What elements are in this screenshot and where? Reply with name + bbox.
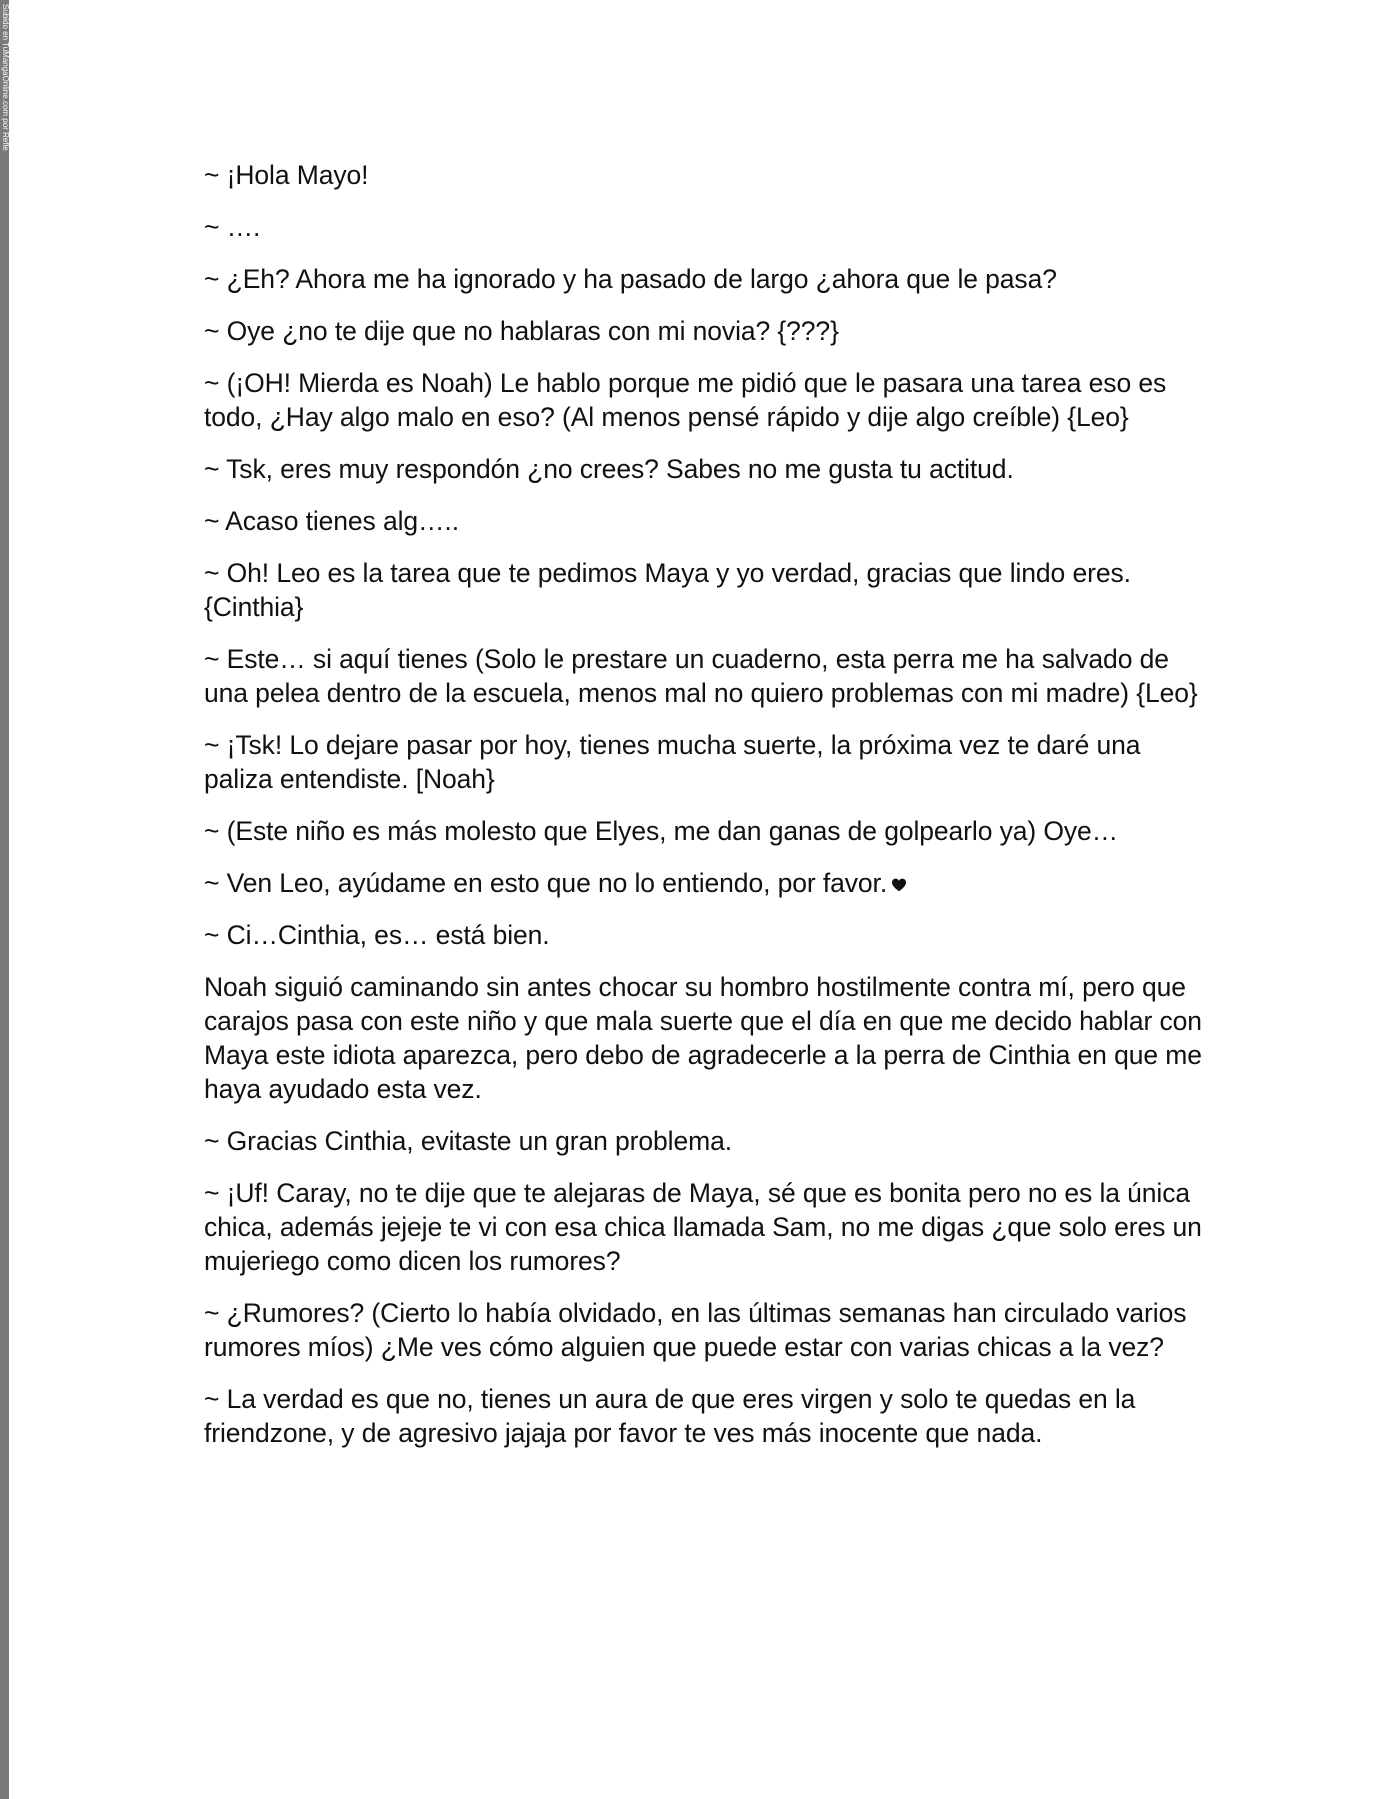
paragraph: ~ Este… si aquí tienes (Solo le prestare un cuaderno, esta perra me ha salvado de una pelea dentro de la escuela, menos mal no quiero problemas con mi madre) {Leo} bbox=[204, 644, 1198, 708]
paragraph-with-heart bbox=[204, 866, 1214, 900]
paragraph: ~ …. bbox=[204, 212, 261, 242]
paragraph: ~ Tsk, eres muy respondón ¿no crees? Sabes no me gusta tu actitud. bbox=[204, 454, 1014, 484]
paragraph: ~ Acaso tienes alg….. bbox=[204, 506, 459, 536]
paragraph: ~ ¡Uf! Caray, no te dije que te alejaras de Maya, sé que es bonita pero no es la única chica, además jejeje te vi con esa chica llamada Sam, no me digas ¿que solo eres un mujeriego como dicen los rumores? bbox=[204, 1178, 1202, 1276]
paragraph: ~ ¡Tsk! Lo dejare pasar por hoy, tienes mucha suerte, la próxima vez te daré una paliza entendiste. [Noah} bbox=[204, 730, 1141, 794]
paragraph: ~ ¿Eh? Ahora me ha ignorado y ha pasado de largo ¿ahora que le pasa? bbox=[204, 264, 1057, 294]
paragraph: ~ Oye ¿no te dije que no hablaras con mi novia? {???} bbox=[204, 316, 839, 346]
paragraph: ~ (¡OH! Mierda es Noah) Le hablo porque me pidió que le pasara una tarea eso es todo, ¿Hay algo malo en eso? (Al menos pensé rápido y dije algo creíble) {Leo} bbox=[204, 368, 1167, 432]
paragraph: ~ La verdad es que no, tienes un aura de que eres virgen y solo te quedas en la friendzone, y de agresivo jajaja por favor te ves más inocente que nada. bbox=[204, 1384, 1136, 1448]
paragraph: ~ Oh! Leo es la tarea que te pedimos Maya y yo verdad, gracias que lindo eres. {Cinthia} bbox=[204, 558, 1131, 622]
left-margin-bar bbox=[0, 0, 9, 1799]
paragraph: ~ ¿Rumores? (Cierto lo había olvidado, en las últimas semanas han circulado varios rumores míos) ¿Me ves cómo alguien que puede estar con varias chicas a la vez? bbox=[204, 1298, 1187, 1362]
heart-icon bbox=[891, 877, 907, 893]
paragraph: ~ ¡Hola Mayo! bbox=[204, 160, 369, 190]
paragraph: ~ (Este niño es más molesto que Elyes, me dan ganas de golpearlo ya) Oye… bbox=[204, 816, 1119, 846]
paragraph-text: ~ Ven Leo, ayúdame en esto que no lo entiendo, por favor. bbox=[204, 868, 888, 898]
paragraph: Noah siguió caminando sin antes chocar su hombro hostilmente contra mí, pero que carajos pasa con este niño y que mala suerte que el día en que me decido hablar con Maya este idiota aparezca, pero debo de agradecerle a la perra de Cinthia en que me haya ayudado esta vez. bbox=[204, 972, 1202, 1104]
paragraph: ~ Gracias Cinthia, evitaste un gran problema. bbox=[204, 1126, 732, 1156]
document-body bbox=[204, 158, 1214, 1468]
watermark-text: Subido en TuMangaOnline.com por Refle bbox=[1, 4, 10, 151]
paragraph: ~ Ci…Cinthia, es… está bien. bbox=[204, 920, 550, 950]
